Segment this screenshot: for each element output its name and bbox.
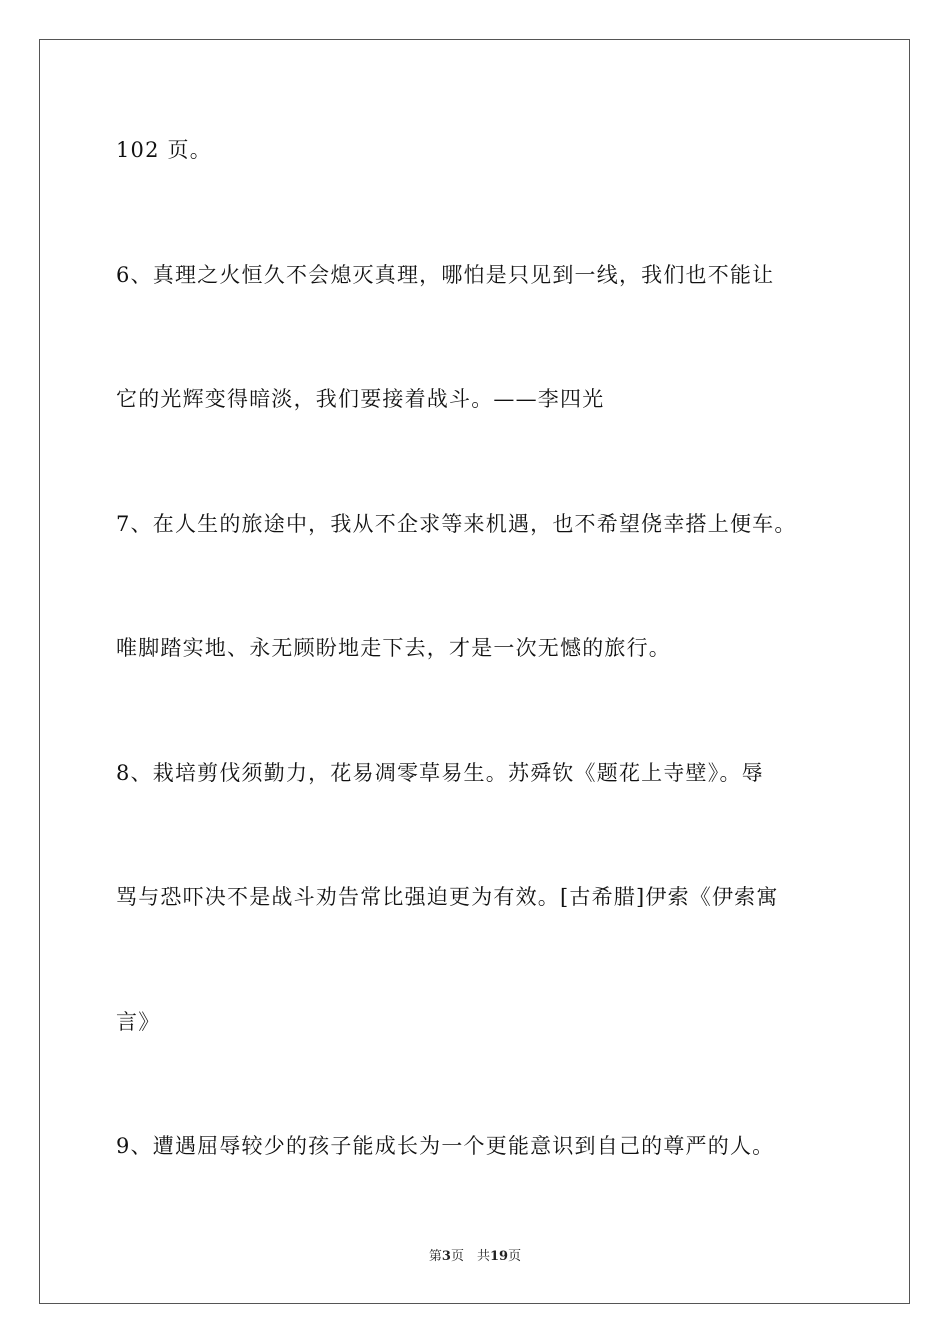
text-line-3: 它的光辉变得暗淡，我们要接着战斗。——李四光 bbox=[116, 387, 605, 411]
text-line-4: 7、在人生的旅途中，我从不企求等来机遇，也不希望侥幸搭上便车。 bbox=[116, 512, 797, 536]
total-pages-number: 19 bbox=[489, 1249, 509, 1264]
text-line-8: 言》 bbox=[116, 1010, 161, 1034]
footer-suffix: 页 bbox=[508, 1249, 522, 1264]
page-border bbox=[39, 39, 910, 1304]
text-line-5: 唯脚踏实地、永无顾盼地走下去，才是一次无憾的旅行。 bbox=[116, 636, 671, 660]
text-line-6: 8、栽培剪伐须勤力，花易凋零草易生。苏舜钦《题花上寺壁》。辱 bbox=[116, 761, 764, 785]
text-line-9: 9、遭遇屈辱较少的孩子能成长为一个更能意识到自己的尊严的人。 bbox=[116, 1134, 775, 1158]
text-line-2: 6、真理之火恒久不会熄灭真理，哪怕是只见到一线，我们也不能让 bbox=[116, 263, 775, 287]
current-page-number: 3 bbox=[441, 1249, 451, 1264]
text-line-1: 102 页。 bbox=[116, 138, 212, 162]
page-footer bbox=[0, 1248, 950, 1266]
footer-middle: 页 共 bbox=[450, 1249, 490, 1264]
text-line-7: 骂与恐吓决不是战斗劝告常比强迫更为有效。[古希腊]伊索《伊索寓 bbox=[116, 885, 779, 909]
footer-prefix: 第 bbox=[428, 1249, 442, 1264]
